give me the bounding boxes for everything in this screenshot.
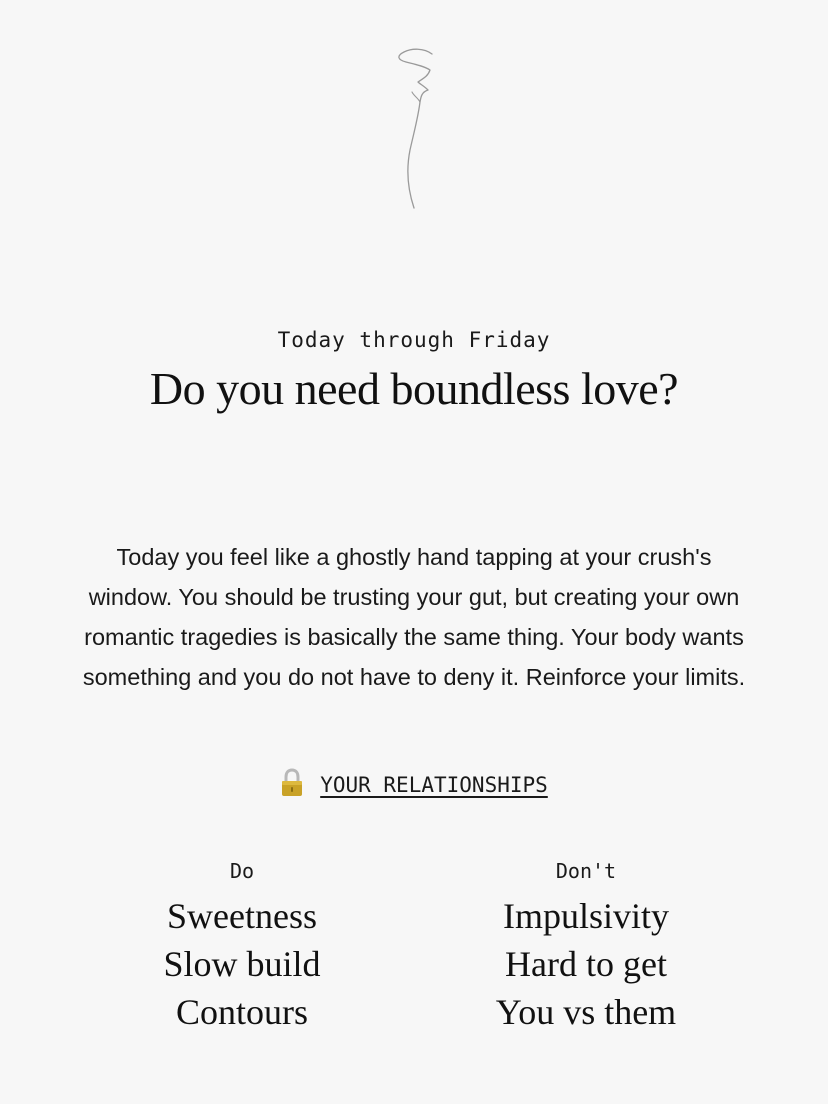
do-column [92,856,392,1036]
dont-heading: Don't [555,859,617,883]
do-item: Sweetness [167,896,317,936]
line-art-illustration [384,40,444,215]
dont-column [436,856,736,1036]
lock-icon [280,768,304,798]
do-item: Slow build [163,944,321,984]
page-title: Do you need boundless love? [149,363,679,414]
dont-item: You vs them [495,992,677,1032]
relationships-link-label[interactable]: YOUR RELATIONSHIPS [320,773,548,797]
period-label: Today through Friday [277,328,551,352]
dont-item: Hard to get [505,944,667,984]
dont-item: Impulsivity [502,896,669,936]
horoscope-text: Today you feel like a ghostly hand tapping at your crush's window. You should be trusting your gut, but creating your own romantic tragedies is basically the same thing. Your body wants something and you do not have to deny it. Reinforce your limits. [82,544,746,690]
do-item: Contours [175,992,308,1032]
relationships-link[interactable] [0,768,828,798]
do-heading: Do [229,859,255,883]
